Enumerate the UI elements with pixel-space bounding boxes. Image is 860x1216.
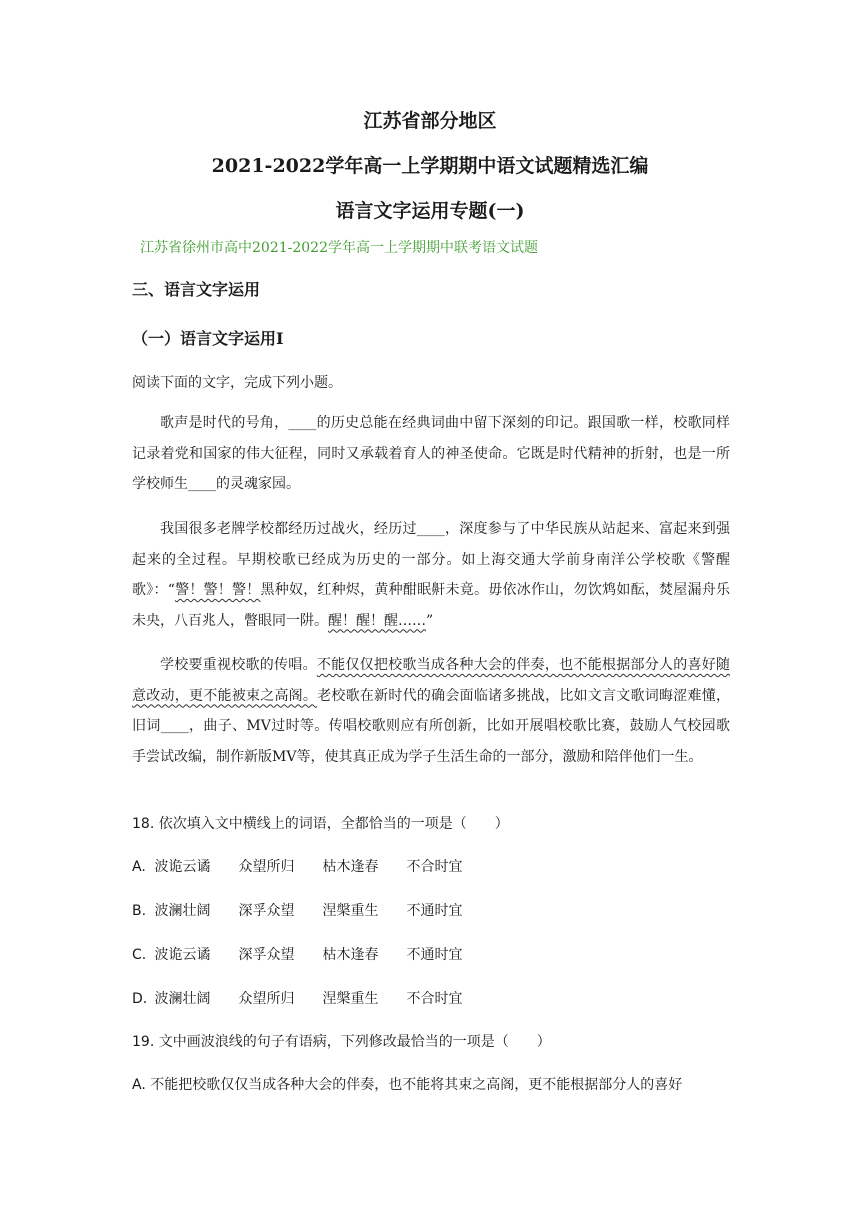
q19-option-a[interactable]: A. 不能把校歌仅仅当成各种大会的伴奏，也不能将其束之高阁，更不能根据部分人的喜好 xyxy=(132,1077,683,1093)
p2-text-c: ” xyxy=(426,612,434,629)
p2-text-b: 黑种奴，红种烬，黄种酣眠鼾未竟。毋依冰作山，勿饮鸩如酝，焚屋漏舟乐未央，八百兆人，瞥眼同一阱。 xyxy=(132,582,730,629)
q19-stem: 19. 文中画波浪线的句子有语病，下列修改最恰当的一项是（ ） xyxy=(132,1034,551,1050)
passage-paragraph-2 xyxy=(132,514,730,636)
p2-wavy-2: 醒！醒！醒…… xyxy=(328,612,426,629)
subsection-heading: （一）语言文字运用Ⅰ xyxy=(132,329,284,348)
q18-option-d[interactable]: D. 波澜壮阔 众望所归 涅槃重生 不合时宜 xyxy=(132,991,463,1007)
q18-stem: 18. 依次填入文中横线上的词语，全都恰当的一项是（ ） xyxy=(132,816,509,832)
passage-paragraph-3 xyxy=(132,650,730,772)
doc-title-line1: 江苏省部分地区 xyxy=(363,110,497,132)
section-heading: 三、语言文字运用 xyxy=(132,280,261,299)
p3-wavy: 不能仅仅把校歌当成各种大会的伴奏，也不能根据部分人的喜好随意改动，更不能被束之高阁。 xyxy=(132,657,731,704)
source-link[interactable]: 江苏省徐州市高中2021-2022学年高一上学期期中联考语文试题 xyxy=(140,240,538,256)
p3-text-b: 老校歌在新时代的确会面临诸多挑战，比如文言文歌词晦涩难懂，旧词____，曲子、MV过时等。传唱校歌则应有所创新，比如开展唱校歌比赛，鼓励人气校园歌手尝试改编，制作新版MV等，使其真正成为学子生活生命的一部分，激励和陪伴他们一生。 xyxy=(132,687,730,765)
q18-option-c[interactable]: C. 波诡云谲 深孚众望 枯木逢春 不通时宜 xyxy=(132,947,463,963)
doc-title-line3: 语言文字运用专题(一) xyxy=(335,200,525,222)
passage-paragraph-1: 歌声是时代的号角，____的历史总能在经典词曲中留下深刻的印记。跟国歌一样，校歌同样记录着党和国家的伟大征程，同时又承载着育人的神圣使命。它既是时代精神的折射，也是一所学校师生____的灵魂家园。 xyxy=(132,415,730,492)
q18-option-a[interactable]: A. 波诡云谲 众望所归 枯木逢春 不合时宜 xyxy=(132,859,463,875)
q18-option-b[interactable]: B. 波澜壮阔 深孚众望 涅槃重生 不通时宜 xyxy=(132,903,463,919)
p2-text-a: 我国很多老牌学校都经历过战火，经历过____，深度参与了中华民族从站起来、富起来到强起来的全过程。早期校歌已经成为历史的一部分。如上海交通大学前身南洋公学校歌《警醒歌》：“ xyxy=(132,521,730,598)
instruction-text: 阅读下面的文字，完成下列小题。 xyxy=(132,375,342,391)
p3-text-a: 学校要重视校歌的传唱。 xyxy=(160,657,317,673)
p2-wavy-1: 警！警！警！ xyxy=(174,582,261,598)
doc-title-line2: 2021-2022学年高一上学期期中语文试题精选汇编 xyxy=(211,155,649,177)
